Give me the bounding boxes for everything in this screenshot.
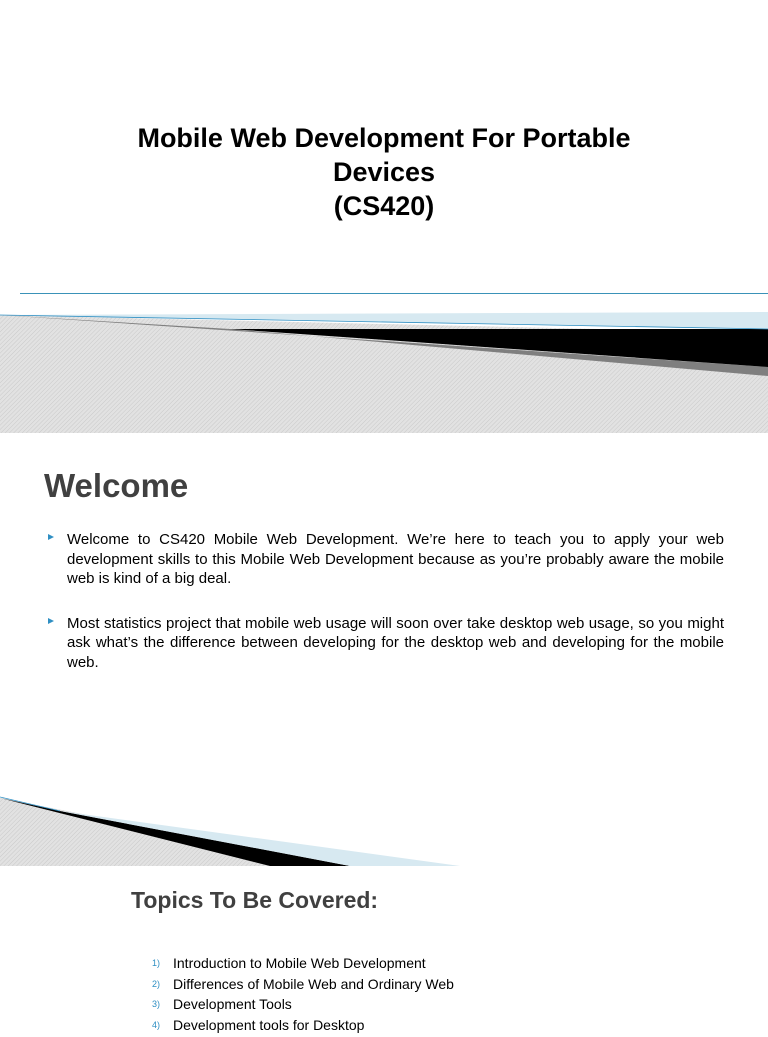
bullet-text: Most statistics project that mobile web usage will soon over take desktop web usage, so you might ask what’s the difference between developing for the desktop web and developing for the mobile web. [67,615,724,671]
bullet-text: Welcome to CS420 Mobile Web Development. We’re here to teach you to apply your web development skills to this Mobile Web Development because as you’re probably aware the mobile web is kind of a big deal. [67,531,724,587]
topic-text: Differences of Mobile Web and Ordinary Web [173,976,454,992]
topics-slide [0,866,768,1024]
topic-number: 1) [152,958,173,968]
title-slide [0,0,768,433]
bullet-item [48,530,724,589]
topic-item [152,1017,454,1037]
topic-item [152,996,454,1017]
bullet-arrow-icon [48,534,54,540]
title-line-1: Mobile Web Development For Portable [100,121,668,155]
topic-text: Development tools for Desktop [173,1017,364,1033]
topic-text: Development Tools [173,996,292,1012]
welcome-bullet-list [48,530,724,697]
topics-heading: Topics To Be Covered: [131,887,378,914]
topic-text: Introduction to Mobile Web Development [173,955,426,971]
topics-list [152,955,454,1037]
welcome-heading: Welcome [44,467,188,505]
decorative-swoosh-band [0,285,768,433]
topic-item [152,955,454,976]
topic-item [152,976,454,997]
bullet-arrow-icon [48,618,54,624]
title-line-2: Devices [100,155,668,189]
decorative-corner-swoosh [0,793,768,866]
slide-title [100,121,668,223]
topic-number: 4) [152,1020,173,1030]
topic-number: 2) [152,979,173,989]
bullet-item [48,614,724,673]
welcome-slide [0,433,768,866]
title-line-3: (CS420) [100,189,668,223]
topic-number: 3) [152,999,173,1009]
